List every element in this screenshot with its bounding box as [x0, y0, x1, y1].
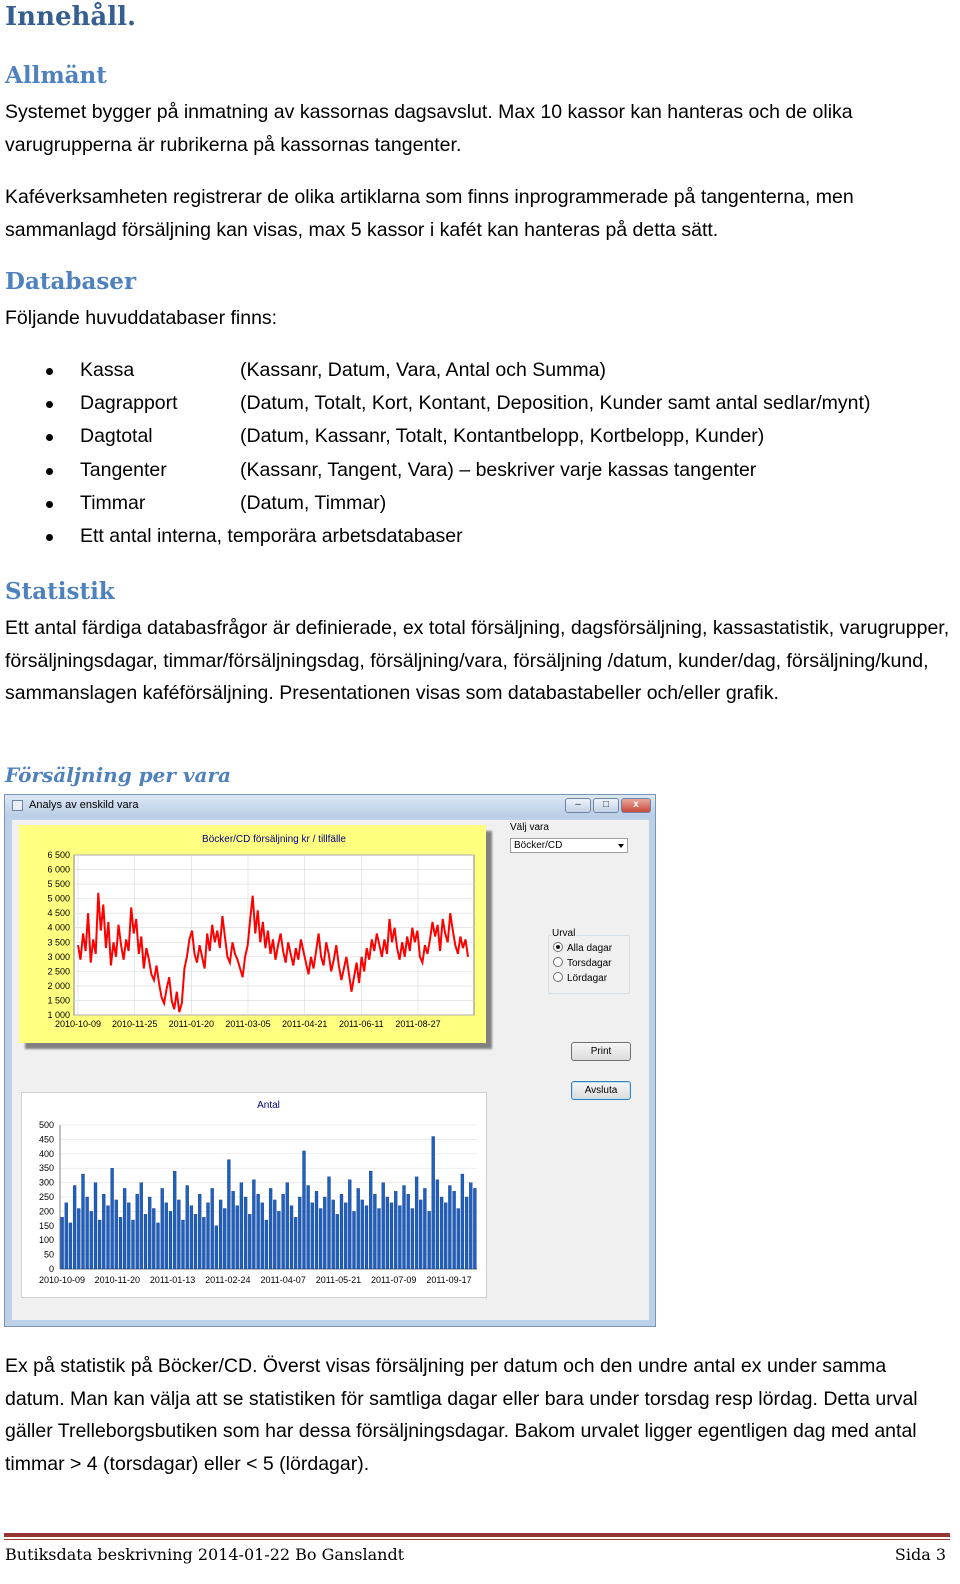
- bar: [173, 1171, 176, 1269]
- bar: [373, 1194, 376, 1269]
- bar: [465, 1197, 468, 1269]
- bullet-icon: [46, 434, 53, 441]
- bar: [265, 1220, 268, 1269]
- bar: [415, 1177, 418, 1269]
- bar: [140, 1183, 143, 1269]
- section-title-forsaljning: Försäljning per vara: [5, 763, 231, 787]
- bar: [215, 1226, 218, 1269]
- bar: [186, 1186, 189, 1270]
- y-tick-label: 4 500: [47, 908, 70, 919]
- bar: [315, 1191, 318, 1269]
- bar: [382, 1183, 385, 1269]
- list-item: [0, 388, 960, 421]
- bar: [286, 1183, 289, 1269]
- bar: [257, 1194, 260, 1269]
- x-tick-label: 2011-04-07: [260, 1275, 306, 1285]
- bullet-icon: [46, 501, 53, 508]
- bar: [119, 1217, 122, 1269]
- footer-page-number: Sida 3: [894, 1545, 946, 1564]
- radio-label: Lördagar: [567, 973, 608, 984]
- bar: [207, 1203, 210, 1269]
- x-tick-label: 2010-11-20: [94, 1275, 140, 1285]
- section-title-databaser: Databaser: [5, 268, 137, 295]
- x-tick-label: 2011-04-21: [281, 1019, 328, 1029]
- bar: [77, 1209, 80, 1270]
- bar: [319, 1209, 322, 1270]
- bar: [261, 1203, 264, 1269]
- y-tick-label: 200: [38, 1206, 54, 1217]
- bar: [386, 1197, 389, 1269]
- bar: [248, 1214, 251, 1269]
- bullet-icon: [46, 534, 53, 541]
- x-tick-label: 2011-06-11: [338, 1019, 384, 1029]
- db-desc: (Datum, Kassanr, Totalt, Kontantbelopp, Kortbelopp, Kunder): [240, 425, 765, 447]
- bar: [194, 1214, 197, 1269]
- bar: [282, 1194, 285, 1269]
- bar: [136, 1194, 139, 1269]
- vara-select[interactable]: [510, 838, 628, 853]
- radio-label: Torsdagar: [567, 958, 612, 969]
- bar: [428, 1211, 431, 1269]
- chevron-down-icon: [618, 844, 624, 848]
- bar: [344, 1203, 347, 1269]
- bar: [240, 1183, 243, 1269]
- urval-label: Urval: [552, 928, 576, 939]
- bar: [182, 1220, 185, 1269]
- y-tick-label: 400: [38, 1148, 54, 1159]
- y-tick-label: 6 000: [47, 864, 70, 875]
- bar: [436, 1180, 439, 1269]
- bullet-icon: [46, 468, 53, 475]
- valj-vara-label: Välj vara: [510, 822, 549, 833]
- y-tick-label: 6 500: [47, 850, 70, 860]
- bar: [323, 1197, 326, 1269]
- bar: [144, 1214, 147, 1269]
- bar: [65, 1203, 68, 1269]
- radio-unchecked-icon: [553, 957, 563, 967]
- radio-lordagar[interactable]: [553, 972, 607, 984]
- analysis-window: [4, 794, 656, 1327]
- y-tick-label: 4 000: [47, 922, 70, 933]
- bar: [378, 1209, 381, 1270]
- bar: [123, 1188, 126, 1269]
- bar: [152, 1209, 155, 1270]
- radio-alla-dagar[interactable]: [553, 942, 612, 954]
- bar: [457, 1209, 460, 1270]
- radio-checked-icon: [553, 942, 563, 952]
- y-tick-label: 3 000: [47, 951, 70, 962]
- bar: [407, 1194, 410, 1269]
- page-heading: Innehåll.: [5, 2, 137, 32]
- db-name: Timmar: [80, 492, 146, 514]
- bar: [244, 1197, 247, 1269]
- bar: [277, 1211, 280, 1269]
- chart-title: Böcker/CD försäljning kr / tillfälle: [202, 834, 346, 845]
- db-desc: (Datum, Totalt, Kort, Kontant, Deposition, Kunder samt antal sedlar/mynt): [240, 392, 871, 414]
- bar: [90, 1211, 93, 1269]
- x-tick-label: 2011-09-17: [426, 1275, 472, 1285]
- bar: [290, 1206, 293, 1269]
- x-tick-label: 2011-01-20: [168, 1019, 215, 1029]
- list-item: [0, 355, 960, 388]
- bar: [336, 1214, 339, 1269]
- x-tick-label: 2010-11-25: [111, 1019, 158, 1029]
- bar: [328, 1177, 331, 1269]
- list-item: [0, 488, 960, 521]
- bar: [361, 1200, 364, 1269]
- bar: [86, 1197, 89, 1269]
- bar: [298, 1197, 301, 1269]
- bar: [357, 1188, 360, 1269]
- db-desc: (Datum, Timmar): [240, 492, 387, 514]
- app-icon: [12, 800, 23, 811]
- bar: [311, 1203, 314, 1269]
- db-desc: (Kassanr, Tangent, Vara) – beskriver varje kassas tangenter: [240, 459, 757, 481]
- bar: [348, 1180, 351, 1269]
- bar: [294, 1217, 297, 1269]
- bullet-icon: [46, 368, 53, 375]
- list-item: [0, 521, 960, 554]
- bar: [69, 1223, 72, 1269]
- y-tick-label: 250: [38, 1192, 54, 1202]
- bar: [473, 1188, 476, 1269]
- bar: [432, 1137, 435, 1270]
- db-name: Tangenter: [80, 459, 167, 481]
- bar: [102, 1194, 105, 1269]
- bar: [98, 1220, 101, 1269]
- footer-rule-thin: [4, 1539, 950, 1540]
- bar: [190, 1206, 193, 1269]
- y-tick-label: 1 000: [47, 1010, 70, 1020]
- allmant-paragraph-1: Systemet bygger på inmatning av kassornas dagsavslut. Max 10 kassor kan hanteras och de olika varugrupperna är rubrikerna på kassornas tangenter.: [5, 101, 853, 156]
- section-title-statistik: Statistik: [5, 578, 115, 605]
- bar: [107, 1206, 110, 1269]
- quantity-bar-chart-svg: [22, 1093, 486, 1297]
- bar: [232, 1191, 235, 1269]
- list-item: [0, 455, 960, 488]
- bar: [303, 1151, 306, 1269]
- bar: [252, 1180, 255, 1269]
- x-tick-label: 2011-02-24: [205, 1275, 251, 1285]
- bar: [61, 1217, 64, 1269]
- bar: [398, 1206, 401, 1269]
- forsaljning-caption: Ex på statistik på Böcker/CD. Överst visas försäljning per datum och den undre antal ex under samma datum. Man kan välja att se statistiken för samtliga dagar eller bara under torsdag resp lördag. Detta urval gäller Trelleborgsbutiken som har dessa försäljningsdagar. Bakom urvalet ligger egentligen dag med antal timmar > 4 (torsdagar) eller < 5 (lördagar).: [5, 1355, 918, 1475]
- section-title-allmant: Allmänt: [5, 62, 107, 89]
- bar: [115, 1200, 118, 1269]
- bar: [403, 1186, 406, 1270]
- y-tick-label: 150: [38, 1220, 54, 1231]
- y-tick-label: 100: [38, 1235, 54, 1246]
- bar: [73, 1186, 76, 1270]
- bar: [340, 1194, 343, 1269]
- bar: [390, 1203, 393, 1269]
- print-button[interactable]: Print: [571, 1042, 631, 1061]
- bar: [236, 1206, 239, 1269]
- radio-label: Alla dagar: [567, 943, 613, 954]
- bar: [411, 1209, 414, 1270]
- db-name: Kassa: [80, 359, 135, 381]
- bar: [448, 1186, 451, 1270]
- bar: [148, 1197, 151, 1269]
- bar: [394, 1191, 397, 1269]
- y-tick-label: 0: [48, 1264, 54, 1274]
- sales-line-chart-svg: [19, 825, 486, 1043]
- db-name: Dagtotal: [80, 425, 153, 447]
- bar: [161, 1188, 164, 1269]
- minimize-button[interactable]: –: [565, 798, 591, 813]
- bar: [332, 1200, 335, 1269]
- quantity-bar-chart: [21, 1092, 487, 1298]
- bar: [157, 1223, 160, 1269]
- bar: [461, 1174, 464, 1269]
- y-tick-label: 450: [38, 1134, 54, 1145]
- y-tick-label: 2 500: [47, 966, 70, 977]
- x-tick-label: 2011-08-27: [395, 1019, 441, 1029]
- bar: [444, 1203, 447, 1269]
- bar: [127, 1203, 130, 1269]
- bullet-icon: [46, 401, 53, 408]
- vara-select-value: Böcker/CD: [514, 840, 563, 851]
- close-button[interactable]: x: [621, 798, 651, 813]
- x-tick-label: 2011-07-09: [371, 1275, 417, 1285]
- y-tick-label: 500: [38, 1120, 54, 1130]
- allmant-paragraph-2: Kaféverksamheten registrerar de olika artiklarna som finns inprogrammerade på tangenterna, men sammanlagd försäljning kan visas, max 5 kassor i kafét kan hanteras på detta sätt.: [5, 186, 854, 241]
- databaser-intro: Följande huvuddatabaser finns:: [5, 307, 278, 329]
- bar: [365, 1206, 368, 1269]
- bar: [132, 1220, 135, 1269]
- window-client: [12, 820, 649, 1320]
- bar: [165, 1203, 168, 1269]
- radio-unchecked-icon: [553, 972, 563, 982]
- db-name: Dagrapport: [80, 392, 178, 414]
- bar: [307, 1186, 310, 1270]
- bar: [82, 1174, 85, 1269]
- x-tick-label: 2011-05-21: [315, 1275, 362, 1285]
- x-tick-label: 2011-03-05: [225, 1019, 271, 1029]
- y-tick-label: 5 000: [47, 893, 70, 904]
- footer-rule: [4, 1533, 950, 1537]
- bar: [453, 1191, 456, 1269]
- y-tick-label: 350: [38, 1163, 54, 1174]
- bar: [211, 1188, 214, 1269]
- bar: [273, 1200, 276, 1269]
- bar: [440, 1197, 443, 1269]
- y-tick-label: 300: [38, 1177, 54, 1188]
- y-tick-label: 3 500: [47, 937, 70, 948]
- urval-group: [548, 928, 630, 994]
- bar: [111, 1168, 114, 1269]
- bar: [419, 1200, 422, 1269]
- bar: [202, 1217, 205, 1269]
- sales-line-chart: [19, 825, 486, 1043]
- bar: [469, 1183, 472, 1269]
- y-tick-label: 1 500: [47, 995, 70, 1006]
- statistik-paragraph: Ett antal färdiga databasfrågor är definierade, ex total försäljning, dagsförsäljning, kassastatistik, varugrupper, försäljningsdagar, timmar/försäljningsdag, försäljning/vara, försäljning /datum, kunder/dag, försäljning/kund, sammanslagen kaféförsäljning. Presentationen visas som databastabeller och/eller grafik.: [5, 617, 950, 704]
- bar: [94, 1183, 97, 1269]
- chart-title: Antal: [257, 1100, 280, 1111]
- db-desc: (Kassanr, Datum, Vara, Antal och Summa): [240, 359, 606, 381]
- y-tick-label: 50: [43, 1249, 54, 1260]
- y-tick-label: 2 000: [47, 980, 70, 991]
- bar: [169, 1211, 172, 1269]
- y-tick-label: 5 500: [47, 879, 70, 890]
- window-titlebar: [5, 795, 655, 817]
- footer-left: Butiksdata beskrivning 2014-01-22 Bo Ganslandt: [5, 1545, 405, 1564]
- bar: [219, 1200, 222, 1269]
- bar: [227, 1160, 230, 1269]
- db-name: Ett antal interna, temporära arbetsdatabaser: [80, 525, 463, 547]
- x-tick-label: 2011-01-13: [149, 1275, 196, 1285]
- bar: [223, 1209, 226, 1270]
- bar: [198, 1194, 201, 1269]
- bar: [369, 1171, 372, 1269]
- radio-torsdagar[interactable]: [553, 957, 611, 969]
- avsluta-button[interactable]: Avsluta: [571, 1081, 631, 1100]
- window-title: Analys av enskild vara: [29, 799, 139, 811]
- bar: [269, 1188, 272, 1269]
- list-item: [0, 421, 960, 454]
- x-tick-label: 2010-10-09: [54, 1019, 102, 1029]
- bar: [177, 1200, 180, 1269]
- bar: [353, 1211, 356, 1269]
- bar: [423, 1188, 426, 1269]
- x-tick-label: 2010-10-09: [38, 1275, 86, 1285]
- maximize-button[interactable]: □: [593, 798, 619, 813]
